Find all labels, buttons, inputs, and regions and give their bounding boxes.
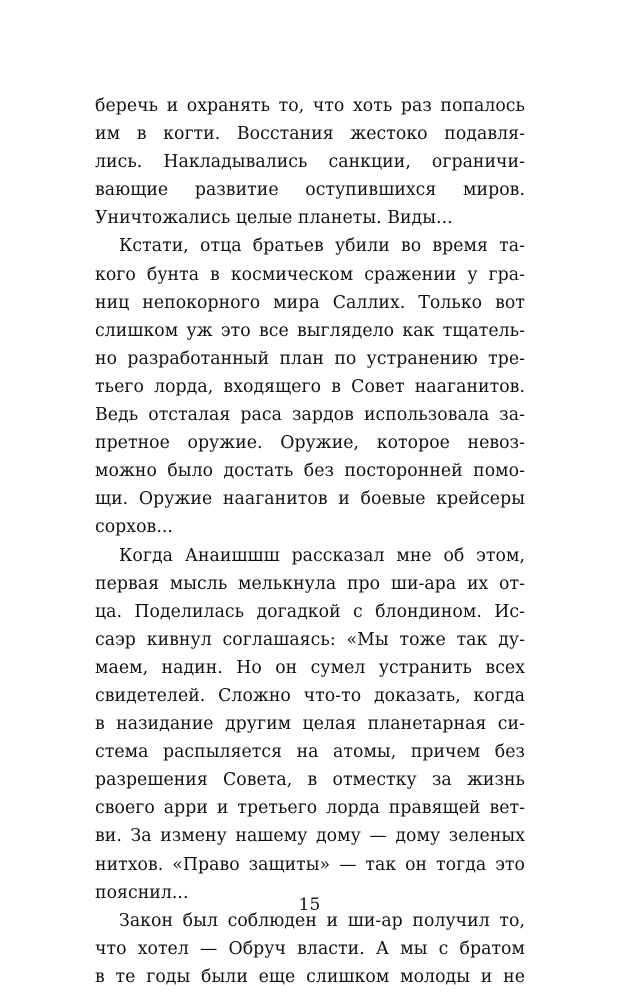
text-line: кого бунта в космическом сражении у гра- (95, 264, 525, 285)
text-line: нитхов. «Право защиты» — так он тогда это (95, 854, 525, 875)
text-line: вающие развитие оступившихся миров. (95, 180, 525, 201)
text-line: лись. Накладывались санкции, ограничи- (95, 152, 525, 173)
text-line: первая мысль мелькнула про ши-ара их от- (95, 573, 525, 594)
text-line: разрешения Совета, в отместку за жизнь (95, 770, 525, 791)
text-line: Закон был соблюден и ши-ар получил то, (119, 910, 525, 931)
text-line: но разработанный план по устранению тре- (95, 348, 525, 369)
text-line: своего арри и третьего лорда правящей вет- (95, 798, 525, 819)
text-line: Ведь отсталая раса зардов использовала за- (95, 405, 525, 426)
text-line: претное оружие. Оружие, которое невоз- (95, 433, 525, 454)
text-line: Когда Анаишшш рассказал мне об этом, (119, 545, 525, 566)
text-line: стема распыляется на атомы, причем без (95, 742, 525, 763)
text-line: ниц непокорного мира Саллих. Только вот (95, 292, 525, 313)
text-line: маем, надин. Но он сумел устранить всех (95, 657, 525, 678)
text-line: им в когти. Восстания жестоко подавля- (95, 124, 525, 145)
text-line: сорхов... (95, 517, 173, 538)
page-body-text (95, 92, 525, 991)
page-number: 15 (298, 895, 321, 915)
text-line: слишком уж это все выглядело как тщатель- (95, 320, 525, 341)
text-line: щи. Оружие нааганитов и боевые крейсеры (95, 489, 525, 510)
text-line: свидетелей. Сложно что-то доказать, когда (95, 685, 525, 706)
text-line: пояснил... (95, 882, 189, 903)
text-line: в назидание другим целая планетарная си- (95, 714, 525, 735)
text-line: Уничтожались целые планеты. Виды... (95, 208, 453, 229)
text-line: ца. Поделилась догадкой с блондином. Ис- (95, 601, 525, 622)
text-line: беречь и охранять то, что хоть раз попалось (95, 96, 525, 116)
text-line: тьего лорда, входящего в Совет нааганитов. (95, 376, 525, 397)
text-line: можно было достать без посторонней помо- (95, 461, 525, 482)
text-line: ви. За измену нашему дому — дому зеленых (95, 826, 525, 847)
text-line: Кстати, отца братьев убили во время та- (119, 236, 525, 257)
text-line: саэр кивнул соглашаясь: «Мы тоже так ду- (95, 629, 525, 650)
text-line: что хотел — Обруч власти. А мы с братом (95, 938, 525, 959)
text-line: в те годы были еще слишком молоды и не (95, 966, 525, 987)
